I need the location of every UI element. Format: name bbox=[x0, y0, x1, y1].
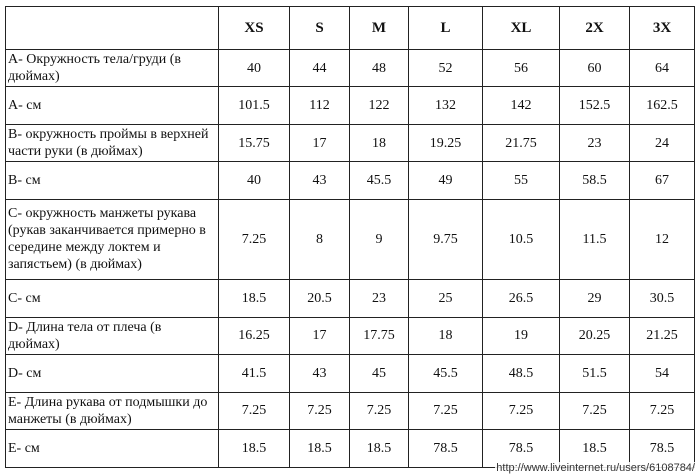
table-row bbox=[6, 392, 695, 429]
row-label: B- окружность проймы в верхней части руки (в дюймах) bbox=[6, 125, 219, 162]
table-cell: 51.5 bbox=[560, 354, 630, 392]
table-cell: 19 bbox=[483, 317, 560, 354]
size-header-xl: XL bbox=[483, 7, 560, 50]
table-cell: 78.5 bbox=[409, 429, 483, 467]
table-row bbox=[6, 279, 695, 317]
table-cell: 9 bbox=[350, 200, 409, 279]
table-cell: 52 bbox=[409, 50, 483, 87]
row-label: C- окружность манжеты рукава (рукав заканчивается примерно в середине между локтем и запястьем) (в дюймах) bbox=[6, 200, 219, 279]
table-cell: 43 bbox=[290, 354, 350, 392]
table-cell: 112 bbox=[290, 87, 350, 125]
table-cell: 58.5 bbox=[560, 162, 630, 200]
table-cell: 49 bbox=[409, 162, 483, 200]
table-cell: 7.25 bbox=[290, 392, 350, 429]
table-cell: 7.25 bbox=[560, 392, 630, 429]
table-cell: 18.5 bbox=[290, 429, 350, 467]
table-cell: 7.25 bbox=[219, 392, 290, 429]
table-cell: 21.25 bbox=[630, 317, 695, 354]
table-cell: 23 bbox=[350, 279, 409, 317]
table-cell: 67 bbox=[630, 162, 695, 200]
table-cell: 55 bbox=[483, 162, 560, 200]
table-cell: 43 bbox=[290, 162, 350, 200]
table-cell: 17.75 bbox=[350, 317, 409, 354]
row-label: E- Длина рукава от подмышки до манжеты (в дюймах) bbox=[6, 392, 219, 429]
table-cell: 18 bbox=[409, 317, 483, 354]
table-cell: 64 bbox=[630, 50, 695, 87]
table-cell: 17 bbox=[290, 125, 350, 162]
table-cell: 15.75 bbox=[219, 125, 290, 162]
table-cell: 78.5 bbox=[483, 429, 560, 467]
table-cell: 54 bbox=[630, 354, 695, 392]
table-cell: 18.5 bbox=[219, 279, 290, 317]
header-corner-cell bbox=[6, 7, 219, 50]
table-cell: 7.25 bbox=[630, 392, 695, 429]
size-header-xs: XS bbox=[219, 7, 290, 50]
table-cell: 24 bbox=[630, 125, 695, 162]
table-cell: 21.75 bbox=[483, 125, 560, 162]
table-cell: 17 bbox=[290, 317, 350, 354]
table-cell: 19.25 bbox=[409, 125, 483, 162]
table-cell: 18.5 bbox=[560, 429, 630, 467]
table-cell: 162.5 bbox=[630, 87, 695, 125]
header-row bbox=[6, 7, 695, 50]
table-cell: 101.5 bbox=[219, 87, 290, 125]
table-row bbox=[6, 87, 695, 125]
table-cell: 41.5 bbox=[219, 354, 290, 392]
size-header-3x: 3X bbox=[630, 7, 695, 50]
table-cell: 12 bbox=[630, 200, 695, 279]
table-cell: 18.5 bbox=[350, 429, 409, 467]
table-cell: 18.5 bbox=[219, 429, 290, 467]
table-row bbox=[6, 354, 695, 392]
table-cell: 29 bbox=[560, 279, 630, 317]
table-cell: 78.5 bbox=[630, 429, 695, 467]
table-row bbox=[6, 50, 695, 87]
size-header-s: S bbox=[290, 7, 350, 50]
row-label: A- см bbox=[6, 87, 219, 125]
table-row bbox=[6, 317, 695, 354]
row-label: C- см bbox=[6, 279, 219, 317]
size-header-m: M bbox=[350, 7, 409, 50]
table-cell: 7.25 bbox=[483, 392, 560, 429]
table-cell: 45 bbox=[350, 354, 409, 392]
table-cell: 45.5 bbox=[409, 354, 483, 392]
table-cell: 20.5 bbox=[290, 279, 350, 317]
table-cell: 11.5 bbox=[560, 200, 630, 279]
table-row bbox=[6, 125, 695, 162]
row-label: D- Длина тела от плеча (в дюймах) bbox=[6, 317, 219, 354]
table-cell: 152.5 bbox=[560, 87, 630, 125]
table-cell: 7.25 bbox=[350, 392, 409, 429]
table-cell: 25 bbox=[409, 279, 483, 317]
size-header-l: L bbox=[409, 7, 483, 50]
table-cell: 10.5 bbox=[483, 200, 560, 279]
watermark-url: http://www.liveinternet.ru/users/6108784/ bbox=[496, 462, 695, 474]
table-cell: 18 bbox=[350, 125, 409, 162]
table-cell: 8 bbox=[290, 200, 350, 279]
table-cell: 16.25 bbox=[219, 317, 290, 354]
row-label: B- см bbox=[6, 162, 219, 200]
table-row bbox=[6, 200, 695, 279]
table-cell: 9.75 bbox=[409, 200, 483, 279]
table-cell: 20.25 bbox=[560, 317, 630, 354]
table-cell: 60 bbox=[560, 50, 630, 87]
table-cell: 40 bbox=[219, 50, 290, 87]
table-cell: 44 bbox=[290, 50, 350, 87]
row-label: E- см bbox=[6, 429, 219, 467]
table-cell: 7.25 bbox=[219, 200, 290, 279]
table-cell: 40 bbox=[219, 162, 290, 200]
table-cell: 142 bbox=[483, 87, 560, 125]
row-label: D- см bbox=[6, 354, 219, 392]
table-cell: 122 bbox=[350, 87, 409, 125]
table-cell: 48.5 bbox=[483, 354, 560, 392]
table-cell: 48 bbox=[350, 50, 409, 87]
table-cell: 132 bbox=[409, 87, 483, 125]
table-cell: 23 bbox=[560, 125, 630, 162]
table-cell: 26.5 bbox=[483, 279, 560, 317]
table-cell: 56 bbox=[483, 50, 560, 87]
table-row bbox=[6, 162, 695, 200]
size-header-2x: 2X bbox=[560, 7, 630, 50]
size-chart-table bbox=[5, 6, 695, 468]
table-cell: 45.5 bbox=[350, 162, 409, 200]
table-cell: 7.25 bbox=[409, 392, 483, 429]
row-label: A- Окружность тела/груди (в дюймах) bbox=[6, 50, 219, 87]
table-cell: 30.5 bbox=[630, 279, 695, 317]
